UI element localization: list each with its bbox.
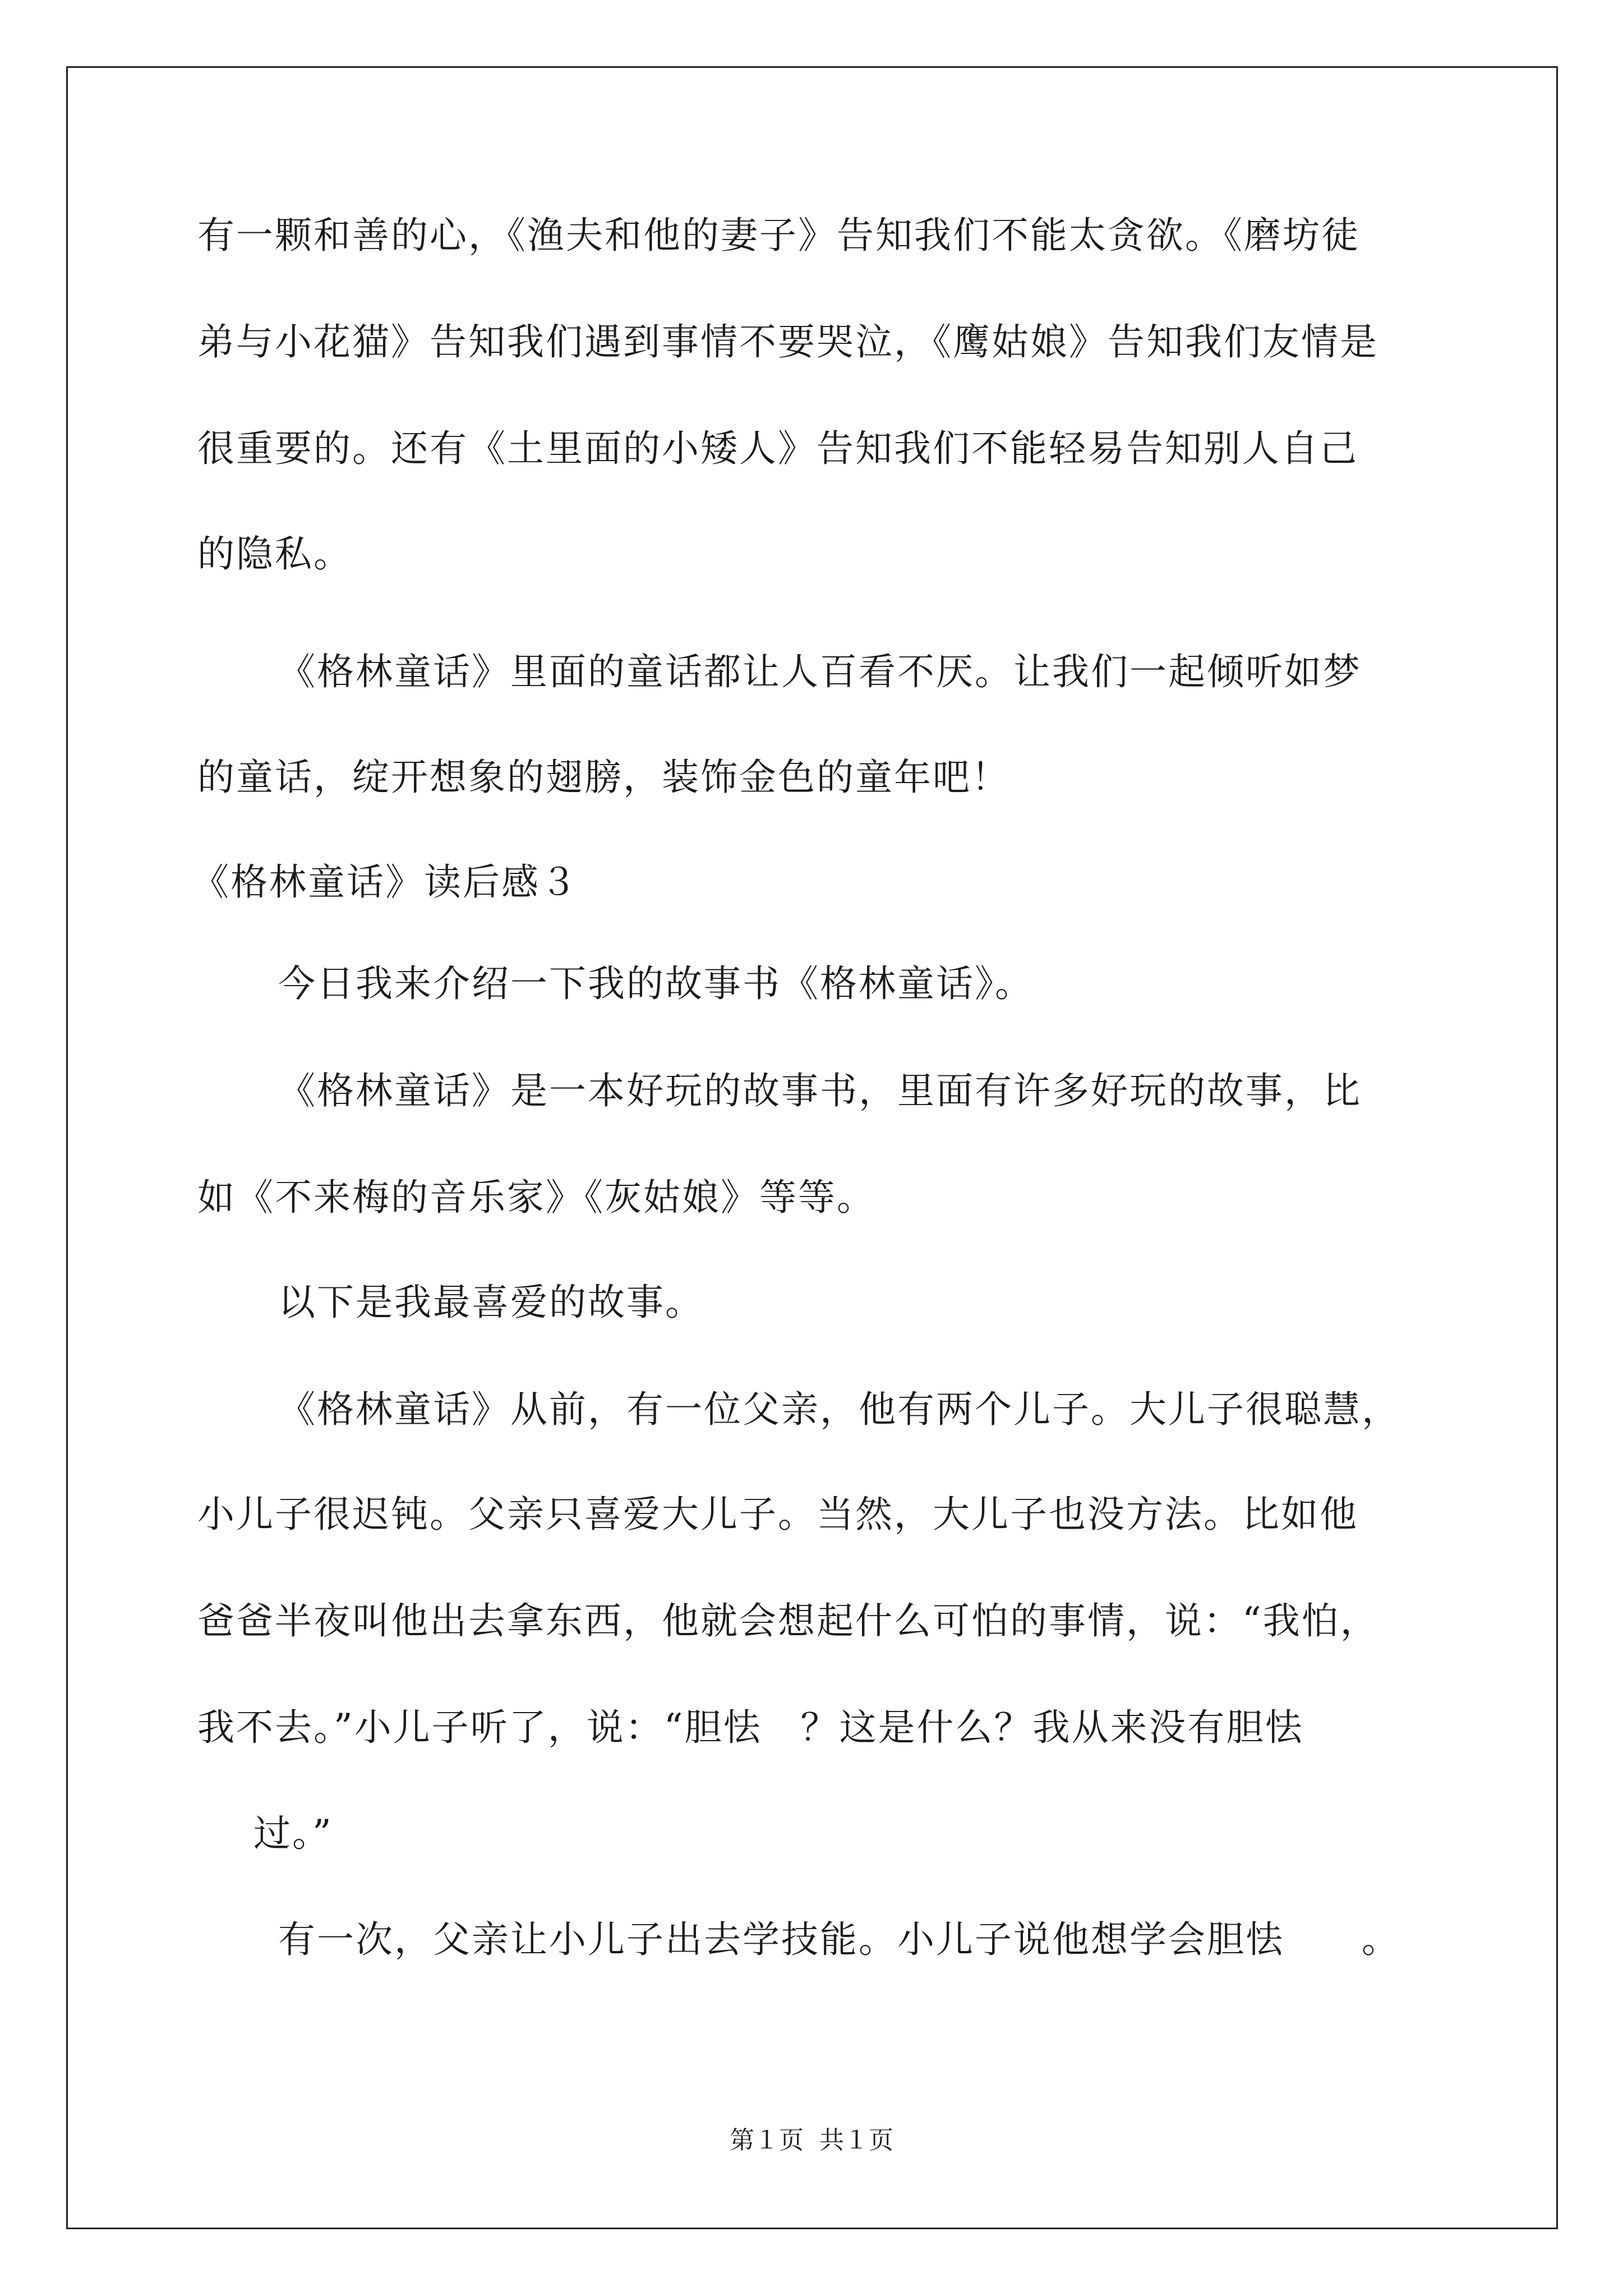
- text-line: 小儿子很迟钝。父亲只喜爱大儿子。当然，大儿子也没方法。比如他: [197, 1493, 1358, 1536]
- paragraph-first-line: 今日我来介绍一下我的故事书《格林童话》。: [278, 962, 1034, 1005]
- text-line: 的隐私。: [197, 532, 352, 576]
- text-line: 过。”: [253, 1812, 333, 1855]
- paragraph-first-line: 《格林童话》是一本好玩的故事书，里面有许多好玩的故事，比: [278, 1069, 1362, 1112]
- text-line: 很重要的。还有《土里面的小矮人》告知我们不能轻易告知别人自己: [197, 427, 1358, 470]
- page-border: [66, 66, 1558, 2229]
- page-footer: [0, 2125, 1623, 2156]
- paragraph-first-line: 以下是我最喜爱的故事。: [278, 1281, 704, 1324]
- section-heading: 《格林童话》读后感３: [192, 861, 579, 904]
- text-line: 我不去。”小儿子听了，说：“胆怯 ？这是什么？我从来没有胆怯: [197, 1706, 1304, 1749]
- text-line: 有一颗和善的心，《渔夫和他的妻子》告知我们不能太贪欲。《磨坊徒: [197, 214, 1360, 257]
- paragraph-first-line: 《格林童话》里面的童话都让人百看不厌。让我们一起倾听如梦: [278, 650, 1362, 693]
- text-line: 如《不来梅的音乐家》《灰姑娘》等等。: [197, 1176, 875, 1219]
- page-total: 共１页: [819, 2127, 893, 2154]
- paragraph-first-line: 《格林童话》从前，有一位父亲，他有两个儿子。大儿子很聪慧，: [278, 1388, 1400, 1431]
- text-line: 的童话，绽开想象的翅膀，装饰金色的童年吧！: [197, 756, 1010, 799]
- paragraph-first-line: 有一次，父亲让小儿子出去学技能。小儿子说他想学会胆怯 。: [278, 1918, 1400, 1961]
- text-line: 弟与小花猫》告知我们遇到事情不要哭泣，《鹰姑娘》告知我们友情是: [197, 320, 1378, 364]
- text-line: 爸爸半夜叫他出去拿东西，他就会想起什么可怕的事情，说：“我怕，: [197, 1599, 1379, 1642]
- page-number: 第１页: [730, 2127, 804, 2154]
